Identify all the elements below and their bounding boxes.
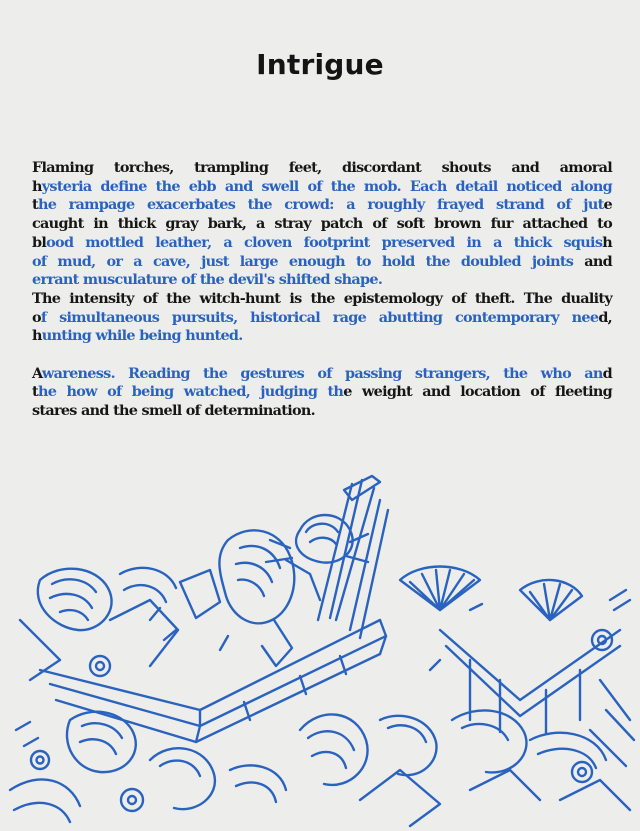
blue-text-segment: ood mottled leather, a cloven footprint preserved in a thick squis: [46, 233, 603, 251]
black-text-segment: h: [32, 327, 42, 345]
blue-text-segment: he how of being watched, judging th: [37, 383, 344, 401]
blue-text-segment: he rampage exacerbates the crowd: a roughly frayed strand of jut: [37, 196, 604, 214]
text-line: [32, 196, 612, 215]
text-line: [32, 271, 612, 290]
text-line: [32, 327, 612, 346]
black-text-segment: h: [32, 177, 42, 195]
text-line: [32, 383, 612, 402]
black-text-segment: h: [602, 233, 612, 251]
black-text-segment: A: [32, 364, 42, 382]
body-text: [32, 159, 612, 421]
text-line: [32, 159, 612, 178]
blue-text-segment: unting while being hunted.: [41, 327, 243, 345]
text-line: [32, 253, 612, 272]
text-line: [32, 365, 612, 384]
black-text-segment: e weight and location of fleeting: [343, 383, 612, 401]
black-text-segment: o: [32, 308, 41, 326]
black-text-segment: e: [603, 196, 612, 214]
black-text-segment: bl: [32, 233, 47, 251]
black-text-segment: The intensity of the witch-hunt is the epistemology of theft. The duality: [32, 289, 612, 307]
black-text-segment: and: [584, 252, 612, 270]
text-line: [32, 215, 612, 234]
page-title: Intrigue: [256, 48, 384, 81]
mob-illustration-icon: [0, 470, 640, 831]
black-text-segment: d,: [598, 308, 612, 326]
blue-text-segment: ysteria define the ebb and swell of the mob. Each detail noticed along: [41, 177, 612, 195]
text-line: [32, 309, 612, 328]
black-text-segment: d: [602, 364, 612, 382]
black-text-segment: caught in thick gray bark, a stray patch of soft brown fur attached to: [32, 215, 612, 233]
blue-text-segment: wareness. Reading the gestures of passing strangers, the who an: [41, 364, 603, 382]
black-text-segment: t: [32, 196, 38, 214]
black-text-segment: Flaming torches, trampling feet, discordant shouts and amoral: [32, 159, 612, 176]
blue-text-segment: f simultaneous pursuits, historical rage abutting contemporary nee: [40, 308, 599, 326]
blue-text-segment: of mud, or a cave, just large enough to hold the doubled joints: [32, 252, 585, 270]
black-text-segment: t: [32, 383, 38, 401]
text-line: [32, 290, 612, 309]
black-text-segment: stares and the smell of determination.: [32, 402, 315, 420]
blue-text-segment: errant musculature of the devil's shifted shape.: [32, 271, 383, 289]
text-line: [32, 178, 612, 197]
paragraph-gap: [32, 346, 612, 365]
text-line: [32, 234, 612, 253]
text-line: [32, 402, 612, 421]
